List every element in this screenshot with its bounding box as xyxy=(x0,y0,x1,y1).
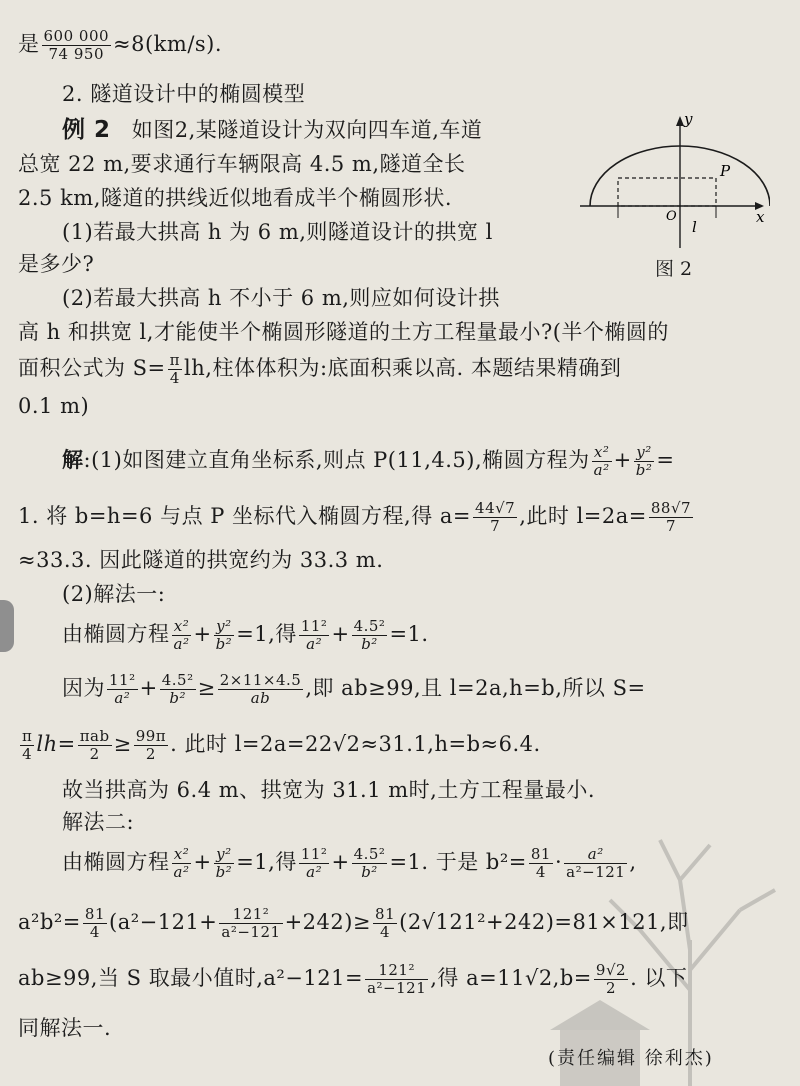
denominator: a² xyxy=(173,863,190,881)
numerator: 99π xyxy=(135,727,167,745)
denominator: 4 xyxy=(89,923,100,941)
text: . 此时 l=2a=22√2≈31.1,h=b≈6.4. xyxy=(170,732,541,756)
fraction xyxy=(83,906,107,941)
text: ab≥99,当 S 取最小值时,a²−121= xyxy=(18,966,364,990)
denominator: 7 xyxy=(490,517,501,535)
denominator: 7 xyxy=(665,517,676,535)
text: lh= xyxy=(36,732,76,756)
fraction xyxy=(352,618,388,653)
numerator: 121² xyxy=(365,962,428,980)
denominator: a² xyxy=(306,863,323,881)
method-2-label: 解法二: xyxy=(62,810,135,834)
editor-credit: (责任编辑 徐利杰) xyxy=(548,1048,714,1069)
text: 1. 将 b=h=6 与点 P 坐标代入椭圆方程,得 a= xyxy=(18,504,472,528)
text: 面积公式为 S= xyxy=(18,356,166,380)
text: · xyxy=(554,850,563,874)
fraction xyxy=(219,906,282,941)
question-2-line-3 xyxy=(18,352,621,387)
denominator: 2 xyxy=(89,745,100,763)
denominator: 4 xyxy=(535,863,546,881)
fraction xyxy=(365,962,428,997)
vehicle-clearance-box xyxy=(618,178,716,206)
text: ,即 ab≥99,且 l=2a,h=b,所以 S= xyxy=(305,676,646,700)
denominator: a² xyxy=(114,689,131,707)
fraction xyxy=(168,352,182,387)
fraction xyxy=(172,846,192,881)
numerator: 11² xyxy=(109,671,136,689)
fraction xyxy=(299,846,330,881)
origin-label: O xyxy=(666,209,677,224)
y-label: y xyxy=(684,110,693,128)
text: ≥ xyxy=(197,676,216,700)
text: 是 xyxy=(18,32,40,56)
example-line-3: 2.5 km,隧道的拱线近似地看成半个椭圆形状. xyxy=(18,186,453,210)
text: = xyxy=(656,448,675,472)
denominator: a² xyxy=(173,635,190,653)
numerator: 4.5² xyxy=(353,617,386,635)
numerator: π xyxy=(22,727,33,745)
fraction xyxy=(634,444,655,479)
solution-line-1 xyxy=(62,444,674,479)
denominator: 4 xyxy=(22,745,33,763)
numerator: a² xyxy=(564,846,627,864)
numerator: 4.5² xyxy=(353,845,386,863)
figure-caption: 图 2 xyxy=(655,258,693,280)
solution-line-3: ≈33.3. 因此隧道的拱宽约为 33.3 m. xyxy=(18,548,384,572)
numerator: 4.5² xyxy=(161,671,194,689)
fraction xyxy=(352,846,388,881)
method-1-line-1 xyxy=(62,618,429,653)
numerator: 9√2 xyxy=(595,961,627,979)
numerator: 88√7 xyxy=(650,499,692,517)
example-label: 例 2 xyxy=(62,117,111,143)
method-1-line-2 xyxy=(62,672,646,707)
denominator: 2 xyxy=(605,979,616,997)
point-p-label: P xyxy=(720,162,731,180)
text: =1,得 xyxy=(236,622,297,646)
text: a²b²= xyxy=(18,910,81,934)
numerator: πab xyxy=(79,727,110,745)
text: ,得 a=11√2,b= xyxy=(430,966,592,990)
fraction xyxy=(134,728,168,763)
method-1-line-3 xyxy=(18,728,541,763)
fraction xyxy=(473,500,517,535)
x-label: x xyxy=(756,208,765,226)
numerator: x² xyxy=(592,444,612,462)
method-1-label: (2)解法一: xyxy=(62,582,166,606)
numerator: y² xyxy=(214,618,235,636)
example-line-2: 总宽 22 m,要求通行车辆限高 4.5 m,隧道全长 xyxy=(18,152,466,176)
denominator: b² xyxy=(169,689,186,707)
numerator: y² xyxy=(634,444,655,462)
numerator: x² xyxy=(172,618,192,636)
section-heading: 2. 隧道设计中的椭圆模型 xyxy=(62,82,306,106)
denominator: b² xyxy=(215,863,233,881)
fraction xyxy=(214,846,235,881)
denominator: b² xyxy=(215,635,233,653)
page-edge-tab xyxy=(0,600,14,652)
denominator: 4 xyxy=(169,369,180,387)
numerator: π xyxy=(169,351,181,369)
denominator: a²−121 xyxy=(221,923,281,941)
text: 如图2,某隧道设计为双向四车道,车道 xyxy=(131,118,483,142)
method-2-line-2 xyxy=(18,906,689,941)
example-line-1 xyxy=(62,116,482,144)
fraction xyxy=(218,672,304,707)
denominator: b² xyxy=(361,863,378,881)
numerator: 121² xyxy=(219,906,282,924)
fraction xyxy=(564,846,627,881)
denominator: a² xyxy=(306,635,323,653)
fraction xyxy=(214,618,235,653)
solution-label: 解 xyxy=(62,447,84,472)
method-2-line-4: 同解法一. xyxy=(18,1016,112,1040)
denominator: a²−121 xyxy=(566,863,626,881)
denominator: 74 950 xyxy=(48,45,105,63)
numerator: x² xyxy=(172,846,192,864)
fraction xyxy=(107,672,138,707)
text: + xyxy=(331,622,350,646)
text: =1,得 xyxy=(236,850,297,874)
text: + xyxy=(193,850,212,874)
fraction xyxy=(649,500,693,535)
denominator: 2 xyxy=(145,745,156,763)
text: (2√121²+242)=81×121,即 xyxy=(399,910,689,934)
text: , xyxy=(629,850,637,874)
method-2-line-1 xyxy=(62,846,637,881)
text: ≥ xyxy=(113,732,132,756)
fraction xyxy=(78,728,112,763)
numerator: 11² xyxy=(300,617,328,635)
method-1-line-4: 故当拱高为 6.4 m、拱宽为 31.1 m时,土方工程量最小. xyxy=(62,778,596,802)
denominator: b² xyxy=(361,635,378,653)
denominator: a² xyxy=(593,461,610,479)
text: (a²−121+ xyxy=(109,910,218,934)
fraction xyxy=(299,618,330,653)
fraction xyxy=(160,672,196,707)
text: 因为 xyxy=(62,676,105,700)
denominator: 4 xyxy=(380,923,391,941)
width-label: l xyxy=(692,218,697,236)
text: + xyxy=(139,676,158,700)
denominator: a²−121 xyxy=(367,979,427,997)
question-1-line-1: (1)若最大拱高 h 为 6 m,则隧道设计的拱宽 l xyxy=(62,220,493,244)
denominator: ab xyxy=(250,689,271,707)
text: :(1)如图建立直角坐标系,则点 P(11,4.5),椭圆方程为 xyxy=(83,448,590,472)
numerator: 81 xyxy=(84,905,105,923)
numerator: 2×11×4.5 xyxy=(219,671,302,689)
numerator: 81 xyxy=(530,845,551,863)
question-2-line-1: (2)若最大拱高 h 不小于 6 m,则应如何设计拱 xyxy=(62,286,500,310)
text: ≈8(km/s). xyxy=(113,32,223,56)
fraction xyxy=(20,728,34,763)
fraction xyxy=(529,846,553,881)
method-2-line-3 xyxy=(18,962,687,997)
fraction xyxy=(172,618,192,653)
text: . 以下 xyxy=(630,966,688,990)
numerator: y² xyxy=(214,846,235,864)
numerator: 600 000 xyxy=(43,27,110,45)
text: ,此时 l=2a= xyxy=(519,504,647,528)
solution-line-2 xyxy=(18,500,695,535)
text: + xyxy=(331,850,350,874)
question-2-line-2: 高 h 和拱宽 l,才能使半个椭圆形隧道的土方工程量最小?(半个椭圆的 xyxy=(18,320,669,344)
figure-2-diagram xyxy=(580,108,770,278)
numerator: 81 xyxy=(375,905,396,923)
text: +242)≥ xyxy=(284,910,372,934)
denominator: b² xyxy=(635,461,653,479)
question-1-line-2: 是多少? xyxy=(18,252,95,276)
fraction xyxy=(42,28,112,63)
text: 由椭圆方程 xyxy=(62,622,170,646)
text: + xyxy=(613,448,632,472)
text: 由椭圆方程 xyxy=(62,850,170,874)
y-axis-arrow xyxy=(676,116,684,126)
line-1 xyxy=(18,28,222,63)
fraction xyxy=(592,444,612,479)
text: =1. xyxy=(389,622,429,646)
text: =1. 于是 b²= xyxy=(389,850,527,874)
text: lh,柱体体积为:底面积乘以高. 本题结果精确到 xyxy=(184,356,622,380)
text: + xyxy=(193,622,212,646)
fraction xyxy=(594,962,628,997)
numerator: 44√7 xyxy=(475,499,516,517)
fraction xyxy=(373,906,397,941)
numerator: 11² xyxy=(300,845,328,863)
question-2-line-4: 0.1 m) xyxy=(18,394,90,418)
